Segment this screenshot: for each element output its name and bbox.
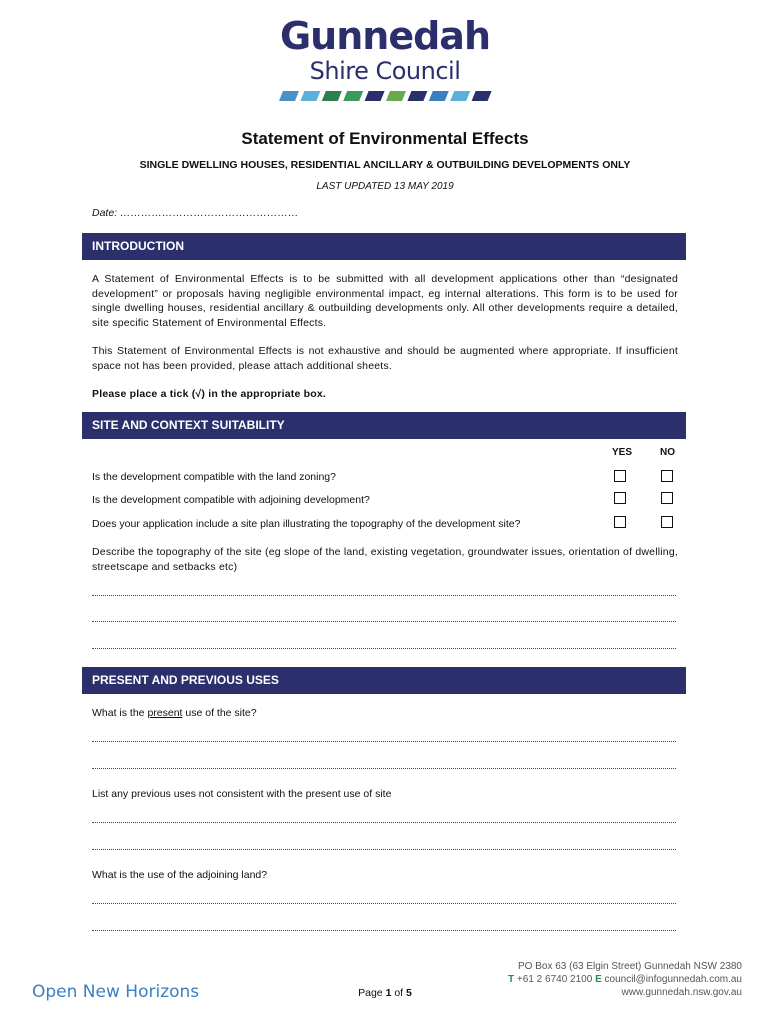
question-previous-uses: List any previous uses not consistent with the present use of site	[92, 788, 392, 800]
council-logo-subtitle: Shire Council	[309, 57, 461, 85]
tick-instruction: Please place a tick (√) in the appropriate box.	[92, 388, 326, 400]
logo-stripe	[343, 91, 363, 101]
no-checkbox-site-plan[interactable]	[661, 516, 673, 528]
document-title: Statement of Environmental Effects	[241, 129, 529, 148]
present-use-answer-line-2[interactable]	[92, 768, 676, 769]
introduction-paragraph-2: This Statement of Environmental Effects is not exhaustive and should be augmented where appropriate. If insufficient space not has been provided, please attach additional sheets.	[92, 345, 678, 372]
question-land-zoning: Is the development compatible with the land zoning?	[92, 471, 336, 483]
yes-checkbox-site-plan[interactable]	[614, 516, 626, 528]
logo-stripe	[429, 91, 449, 101]
question-site-plan: Does your application include a site plan illustrating the topography of the development site?	[92, 518, 521, 530]
yes-column-header: YES	[612, 447, 633, 458]
topography-answer-line-1[interactable]	[92, 595, 676, 596]
question-adjoining-development: Is the development compatible with adjoining development?	[92, 494, 370, 506]
footer-slogan: Open New Horizons	[32, 982, 200, 1002]
adjoining-land-answer-line-1[interactable]	[92, 903, 676, 904]
previous-uses-answer-line-1[interactable]	[92, 822, 676, 823]
page-number: Page 1 of 5	[358, 987, 412, 999]
no-checkbox-land-zoning[interactable]	[661, 470, 673, 482]
site-context-heading: SITE AND CONTEXT SUITABILITY	[82, 412, 686, 439]
no-column-header: NO	[660, 447, 675, 458]
introduction-heading: INTRODUCTION	[82, 233, 686, 260]
logo-stripe	[300, 91, 320, 101]
question-present-use: What is the present use of the site?	[92, 707, 257, 719]
logo-stripe	[407, 91, 427, 101]
logo-stripe	[450, 91, 470, 101]
yes-checkbox-adjoining-development[interactable]	[614, 492, 626, 504]
logo-stripe	[472, 91, 492, 101]
logo-stripe	[279, 91, 299, 101]
logo-stripe	[322, 91, 342, 101]
logo-stripes-graphic	[279, 91, 493, 101]
document-subtitle: SINGLE DWELLING HOUSES, RESIDENTIAL ANCILLARY & OUTBUILDING DEVELOPMENTS ONLY	[139, 159, 631, 171]
logo-stripe	[386, 91, 406, 101]
topography-answer-line-2[interactable]	[92, 621, 676, 622]
introduction-paragraph-1: A Statement of Environmental Effects is to be submitted with all development applications other than “designated development” or proposals having negligible environmental impact, eg internal alterations. This form is to be used for single dwelling houses, residential ancillary & outbuilding developments only. All other developments require a detailed, site specific Statement of Environmental Effects.	[92, 273, 678, 329]
footer-address: PO Box 63 (63 Elgin Street) Gunnedah NSW 2380	[517, 961, 742, 972]
date-field[interactable]: Date: ……………………………………………	[92, 207, 299, 219]
adjoining-land-answer-line-2[interactable]	[92, 930, 676, 931]
question-adjoining-land: What is the use of the adjoining land?	[92, 869, 268, 881]
footer-contact	[470, 960, 742, 999]
footer-phone-email: T +61 2 6740 2100 E council@infogunnedah.com.au	[508, 974, 742, 985]
council-logo-name: Gunnedah	[279, 14, 491, 58]
yes-checkbox-land-zoning[interactable]	[614, 470, 626, 482]
topography-answer-line-3[interactable]	[92, 648, 676, 649]
logo-stripe	[365, 91, 385, 101]
present-previous-uses-heading: PRESENT AND PREVIOUS USES	[82, 667, 686, 694]
no-checkbox-adjoining-development[interactable]	[661, 492, 673, 504]
previous-uses-answer-line-2[interactable]	[92, 849, 676, 850]
describe-topography-prompt: Describe the topography of the site (eg slope of the land, existing vegetation, groundwater issues, orientation of dwelling, streetscape and setbacks etc)	[92, 546, 678, 573]
last-updated: LAST UPDATED 13 MAY 2019	[316, 181, 454, 192]
footer-website: www.gunnedah.nsw.gov.au	[621, 987, 742, 998]
present-use-answer-line-1[interactable]	[92, 741, 676, 742]
